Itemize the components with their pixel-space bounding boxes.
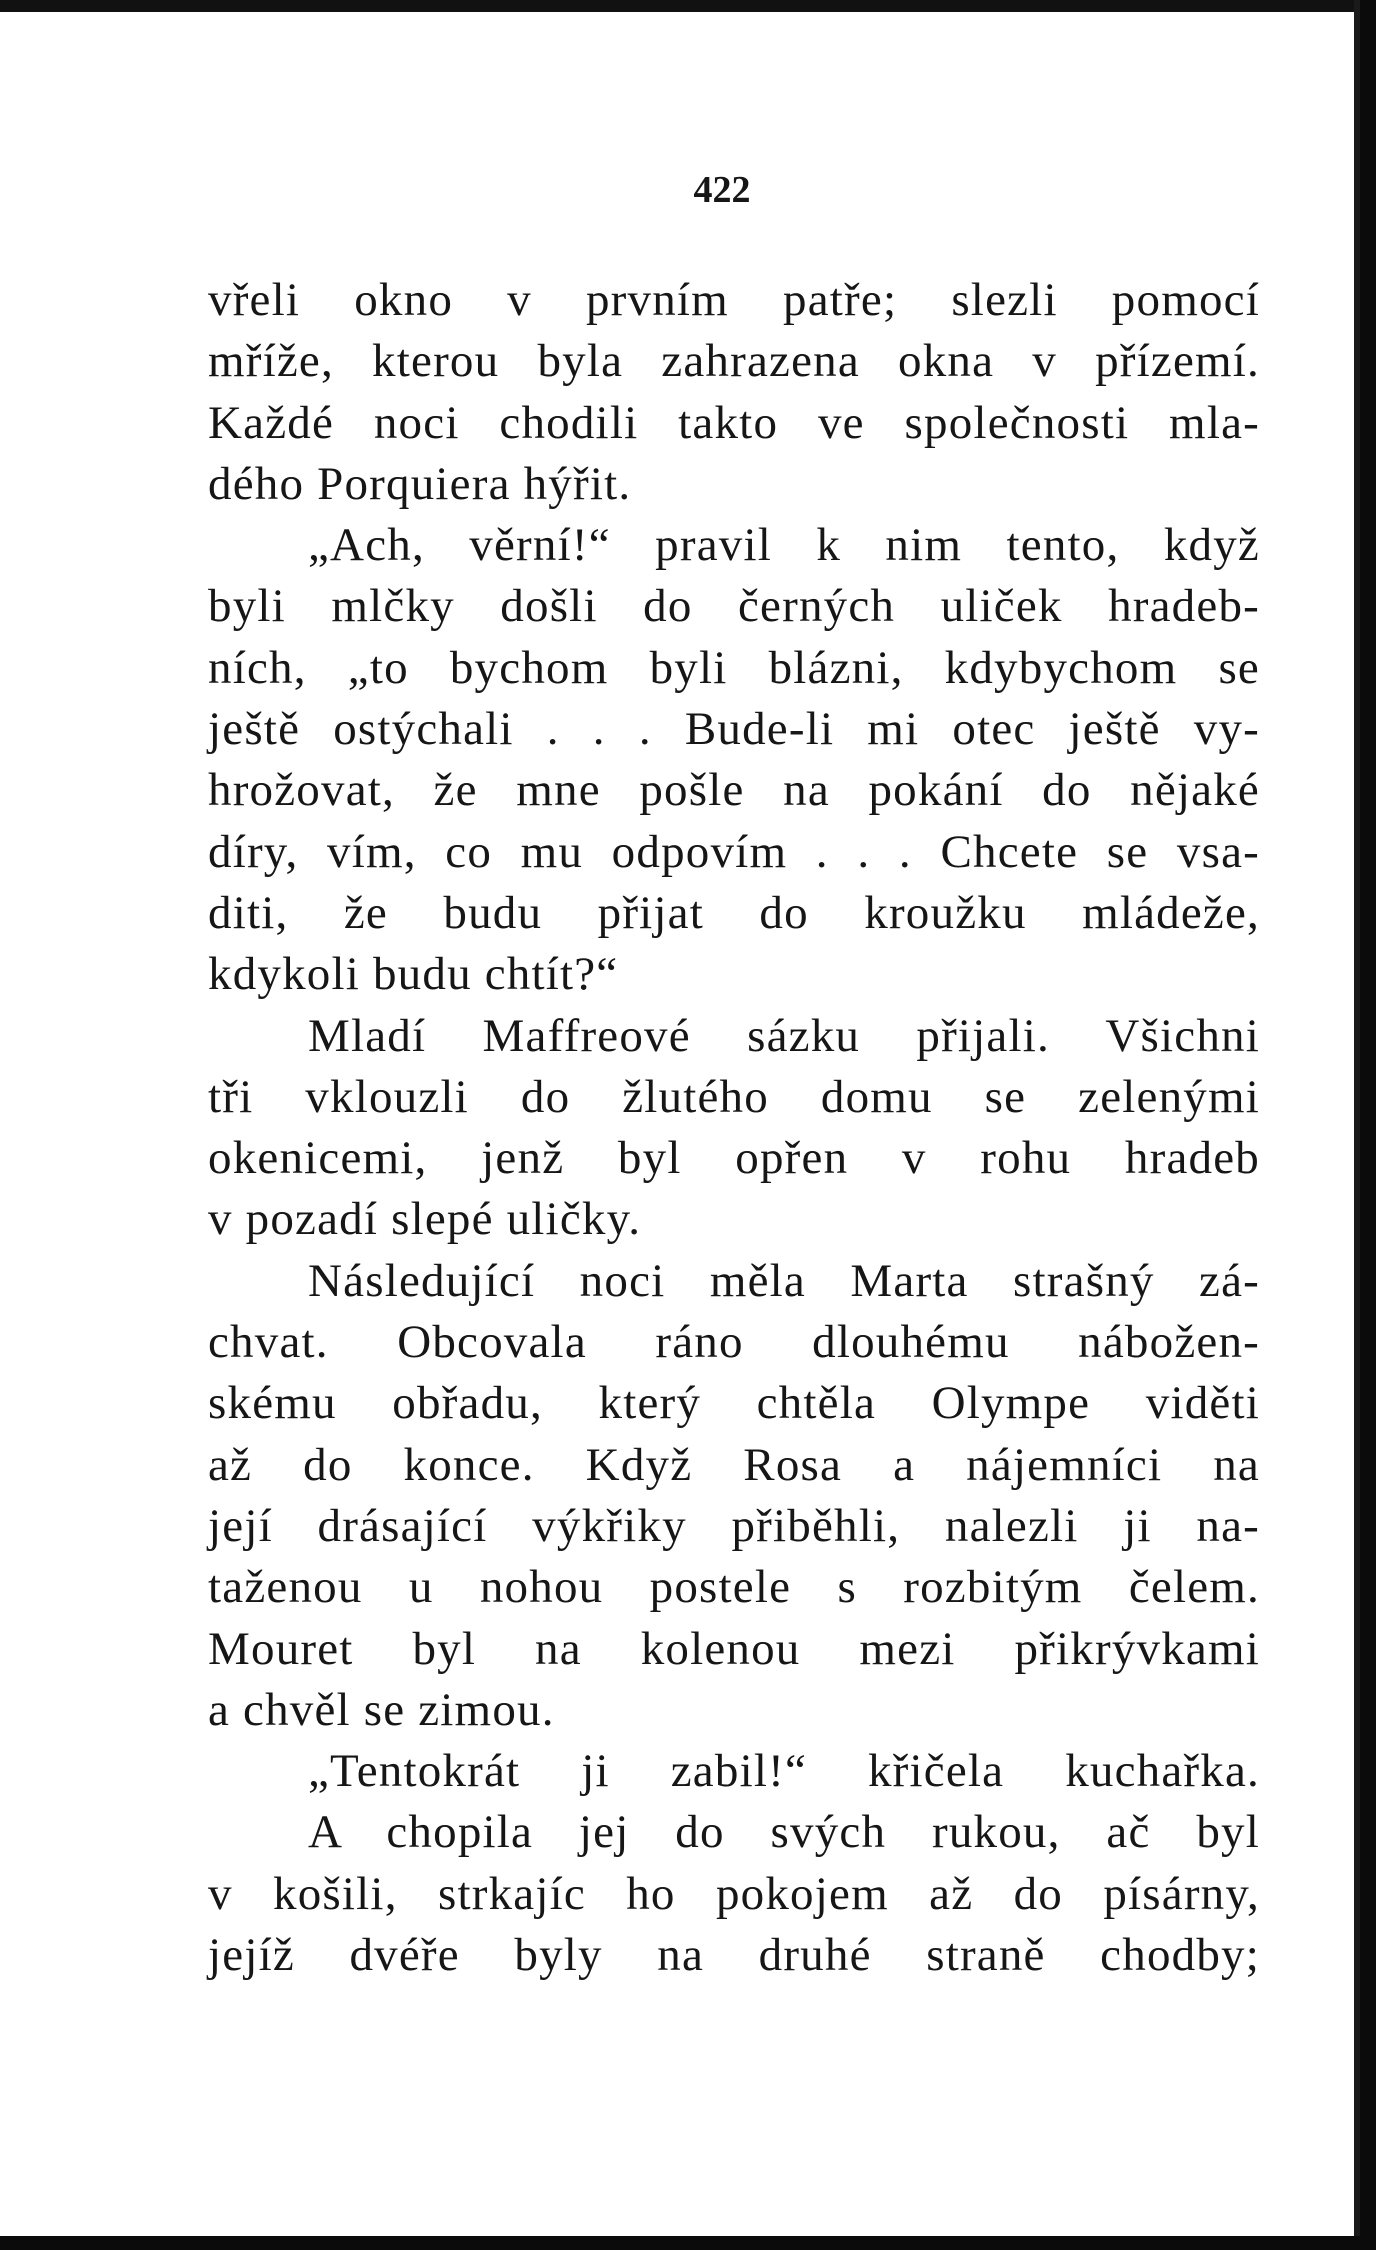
text-line: ještě ostýchali . . . Bude-li mi otec ještě vy-	[208, 703, 1260, 756]
text-line: kdykoli budu chtít?“	[208, 948, 619, 1001]
text-line: jejíž dvéře byly na druhé straně chodby;	[208, 1929, 1260, 1982]
text-line: skému obřadu, který chtěla Olympe viděti	[208, 1377, 1260, 1430]
text-line: diti, že budu přijat do kroužku mládeže,	[208, 886, 1260, 939]
text-line: v košili, strkajíc ho pokojem až do písárny,	[208, 1867, 1260, 1920]
text-line: taženou u nohou postele s rozbitým čelem.	[208, 1561, 1260, 1614]
text-line: „Ach, věrní!“ pravil k nim tento, když	[308, 519, 1260, 572]
text-line: její drásající výkřiky přiběhli, nalezli ji na-	[208, 1499, 1260, 1552]
text-line: chvat. Obcovala ráno dlouhému nábožen-	[208, 1316, 1260, 1369]
text-line: dého Porquiera hýřit.	[208, 457, 632, 510]
page-number: 422	[693, 169, 751, 211]
text-line: vřeli okno v prvním patře; slezli pomocí	[208, 274, 1260, 326]
text-line: v pozadí slepé uličky.	[208, 1193, 642, 1246]
text-line: díry, vím, co mu odpovím . . . Chcete se vsa-	[208, 825, 1260, 878]
text-line: až do konce. Když Rosa a nájemníci na	[208, 1438, 1260, 1491]
text-line: hrožovat, že mne pošle na pokání do nějaké	[208, 764, 1260, 817]
text-line: „Tentokrát ji zabil!“ křičela kuchařka.	[308, 1745, 1260, 1798]
text-line: Každé noci chodili takto ve společnosti mla-	[208, 396, 1260, 449]
text-line: Mouret byl na kolenou mezi přikrývkami	[208, 1622, 1260, 1675]
text-line: Mladí Maffreové sázku přijali. Všichni	[308, 1009, 1260, 1062]
body-text	[208, 270, 1260, 1986]
text-line: a chvěl se zimou.	[208, 1683, 555, 1736]
text-line: Následující noci měla Marta strašný zá-	[308, 1254, 1260, 1307]
text-line: okenicemi, jenž byl opřen v rohu hradeb	[208, 1132, 1260, 1185]
text-line: ních, „to bychom byli blázni, kdybychom se	[208, 641, 1260, 694]
text-line: mříže, kterou byla zahrazena okna v přízemí.	[208, 335, 1260, 388]
text-line: tři vklouzli do žlutého domu se zelenými	[208, 1070, 1260, 1123]
text-line: byli mlčky došli do černých uliček hradeb-	[208, 580, 1260, 633]
text-line: A chopila jej do svých rukou, ač byl	[308, 1806, 1260, 1859]
